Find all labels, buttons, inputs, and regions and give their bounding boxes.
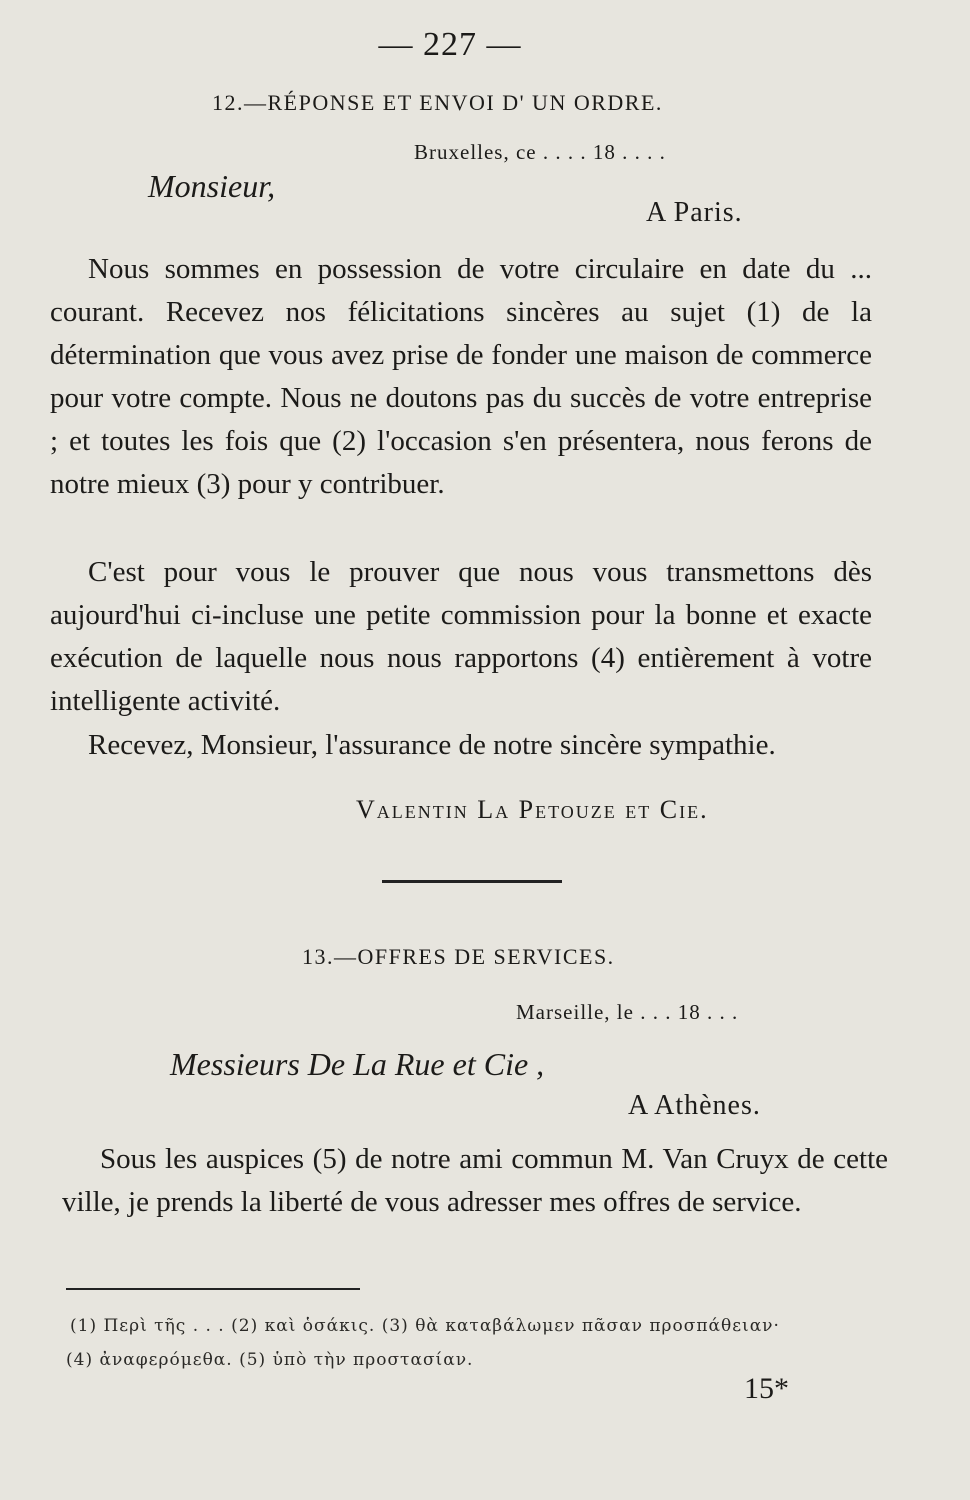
footnote-line: (4) ἀναφερόμεθα. (5) ὑπὸ τὴν προστασίαν. <box>66 1350 474 1370</box>
recipient-place: A Athènes. <box>628 1090 761 1121</box>
signature: Valentin La Petouze et Cie. <box>356 795 709 824</box>
footnote-line: (1) Περὶ τῆς . . . (2) καὶ ὁσάκις. (3) θὰ καταβάλωμεν πᾶσαν προσπάθειαν· <box>70 1316 780 1336</box>
recipient-place: A Paris. <box>646 197 743 228</box>
printer-signature-mark: 15* <box>744 1372 789 1405</box>
letter-paragraph: Recevez, Monsieur, l'assurance de notre sincère sympathie. <box>88 729 776 761</box>
letter-paragraph: Sous les auspices (5) de notre ami commun M. Van Cruyx de cette ville, je prends la liberté de vous adresser mes offres de service. <box>62 1143 888 1218</box>
letter-paragraph: C'est pour vous le prouver que nous vous transmettons dès aujourd'hui ci-incluse une petite commission pour la bonne et exacte exécution de laquelle nous nous rapportons (4) entièrement à votre intelligente activité. <box>50 556 872 717</box>
footnote-divider <box>66 1288 360 1290</box>
letter-heading: 12.—RÉPONSE ET ENVOI D' UN ORDRE. <box>212 90 663 115</box>
salutation: Messieurs De La Rue et Cie , <box>170 1046 545 1082</box>
letter-paragraph: Nous sommes en possession de votre circulaire en date du ... courant. Recevez nos félicitations sincères au sujet (1) de la détermination que vous avez prise de fonder une maison de commerce pour votre compte. Nous ne doutons pas du succès de votre entreprise ; et toutes les fois que (2) l'occasion s'en présentera, nous ferons de notre mieux (3) pour y contribuer. <box>50 253 872 500</box>
letter-heading: 13.—OFFRES DE SERVICES. <box>302 944 615 969</box>
salutation: Monsieur, <box>148 168 276 204</box>
dateline: Marseille, le . . . 18 . . . <box>516 1000 739 1024</box>
section-divider <box>382 880 562 883</box>
page-number: — 227 — <box>378 26 522 63</box>
dateline: Bruxelles, ce . . . . 18 . . . . <box>414 140 666 164</box>
